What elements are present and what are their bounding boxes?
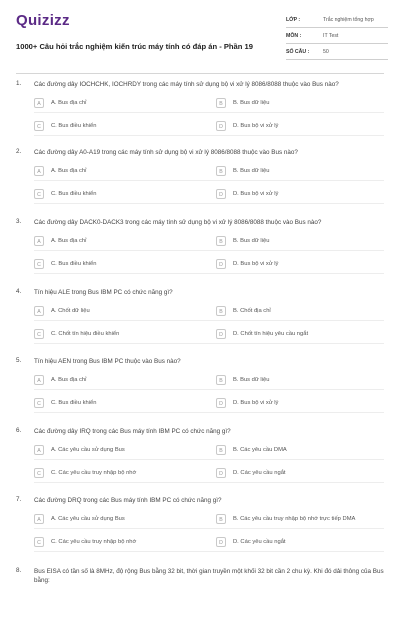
meta-value: IT Test bbox=[323, 33, 339, 39]
question-text: Các đường DRQ trong các Bus máy tính IBM PC có chức năng gì? bbox=[34, 497, 222, 504]
question-text: Bus EISA có tần số là 8MHz, độ rộng Bus bằng 32 bit, thời gian truyền một khối 32 bit cần 2 chu kỳ. Khi đó dải thông của Bus bằng: bbox=[34, 568, 384, 584]
meta-value: Trắc nghiệm tổng hợp bbox=[323, 17, 374, 23]
option-letter-box: C bbox=[34, 329, 44, 339]
answer-option-c[interactable] bbox=[34, 328, 219, 342]
question-text: Các đường dây IRQ trong các Bus máy tính IBM PC có chức năng gì? bbox=[34, 428, 231, 435]
option-letter-box: B bbox=[216, 445, 226, 455]
option-row-divider bbox=[34, 343, 384, 344]
option-letter-box: B bbox=[216, 375, 226, 385]
worksheet-title: 1000+ Câu hỏi trắc nghiệm kiến trúc máy tính có đáp án - Phần 19 bbox=[16, 42, 253, 51]
header-divider bbox=[16, 73, 384, 74]
option-row-divider bbox=[34, 273, 384, 274]
option-text: B. Chốt địa chỉ bbox=[233, 308, 271, 314]
option-text: A. Bus địa chỉ bbox=[51, 238, 87, 244]
question-text: Các đường dây DACK0-DACK3 trong các máy tính sử dụng bộ vi xử lý 8086/8088 thuộc vào Bus nào? bbox=[34, 219, 322, 226]
question-number: 6. bbox=[16, 427, 22, 434]
option-letter-box: D bbox=[216, 259, 226, 269]
answer-option-a[interactable] bbox=[34, 235, 219, 249]
option-letter-box: A bbox=[34, 514, 44, 524]
meta-row-subject bbox=[286, 28, 388, 44]
option-letter-box: D bbox=[216, 468, 226, 478]
option-letter-box: C bbox=[34, 468, 44, 478]
option-text: D. Các yêu cầu ngắt bbox=[233, 470, 286, 476]
option-row-divider bbox=[34, 320, 384, 321]
question-text: Các đường dây IOCHCHK, IOCHRDY trong các máy tính sử dụng bộ vi xử lý 8086/8088 thuộc vào Bus nào? bbox=[34, 81, 339, 88]
option-text: A. Bus địa chỉ bbox=[51, 377, 87, 383]
question-5 bbox=[16, 357, 384, 417]
answer-option-b[interactable] bbox=[216, 165, 400, 179]
option-text: B. Các yêu cầu truy nhập bộ nhớ trực tiếp DMA bbox=[233, 516, 356, 522]
option-row-divider bbox=[34, 250, 384, 251]
option-row-divider bbox=[34, 459, 384, 460]
question-number: 1. bbox=[16, 80, 22, 87]
question-number: 4. bbox=[16, 288, 22, 295]
option-text: B. Bus dữ liệu bbox=[233, 100, 270, 106]
question-number: 8. bbox=[16, 567, 22, 574]
answer-option-d[interactable] bbox=[216, 258, 400, 272]
answer-option-b[interactable] bbox=[216, 305, 400, 319]
quizizz-logo: Quizizz bbox=[16, 12, 70, 29]
answer-option-c[interactable] bbox=[34, 397, 219, 411]
option-text: A. Bus địa chỉ bbox=[51, 168, 87, 174]
option-letter-box: A bbox=[34, 306, 44, 316]
option-letter-box: B bbox=[216, 236, 226, 246]
answer-option-a[interactable] bbox=[34, 513, 219, 527]
option-letter-box: B bbox=[216, 306, 226, 316]
meta-table bbox=[286, 12, 388, 60]
option-text: D. Bus bộ vi xử lý bbox=[233, 123, 279, 129]
option-text: B. Bus dữ liệu bbox=[233, 238, 270, 244]
answer-option-a[interactable] bbox=[34, 374, 219, 388]
option-text: D. Bus bộ vi xử lý bbox=[233, 261, 279, 267]
question-text: Các đường dây A0-A19 trong các máy tính sử dụng bộ vi xử lý 8086/8088 thuộc vào Bus nào? bbox=[34, 149, 298, 156]
answer-option-b[interactable] bbox=[216, 444, 400, 458]
answer-option-a[interactable] bbox=[34, 444, 219, 458]
answer-option-a[interactable] bbox=[34, 165, 219, 179]
option-text: C. Bus điều khiển bbox=[51, 261, 97, 267]
answer-option-d[interactable] bbox=[216, 120, 400, 134]
option-letter-box: C bbox=[34, 189, 44, 199]
meta-key: MÔN : bbox=[286, 33, 302, 39]
answer-option-d[interactable] bbox=[216, 397, 400, 411]
option-text: A. Chốt dữ liệu bbox=[51, 308, 90, 314]
option-letter-box: A bbox=[34, 98, 44, 108]
question-1 bbox=[16, 80, 384, 140]
option-letter-box: D bbox=[216, 121, 226, 131]
option-text: D. Bus bộ vi xử lý bbox=[233, 400, 279, 406]
answer-option-c[interactable] bbox=[34, 120, 219, 134]
meta-key: SỐ CÂU : bbox=[286, 49, 310, 55]
question-4 bbox=[16, 288, 384, 348]
option-letter-box: C bbox=[34, 121, 44, 131]
answer-option-c[interactable] bbox=[34, 258, 219, 272]
question-text: Tín hiệu ALE trong Bus IBM PC có chức năng gì? bbox=[34, 289, 173, 296]
option-row-divider bbox=[34, 112, 384, 113]
option-letter-box: D bbox=[216, 537, 226, 547]
answer-option-a[interactable] bbox=[34, 97, 219, 111]
worksheet-header bbox=[16, 12, 384, 64]
option-letter-box: A bbox=[34, 445, 44, 455]
question-number: 5. bbox=[16, 357, 22, 364]
meta-key: LỚP : bbox=[286, 17, 301, 23]
option-letter-box: D bbox=[216, 398, 226, 408]
answer-option-b[interactable] bbox=[216, 235, 400, 249]
option-text: C. Các yêu cầu truy nhập bộ nhớ bbox=[51, 539, 137, 545]
meta-value: 50 bbox=[323, 49, 329, 55]
answer-option-c[interactable] bbox=[34, 536, 219, 550]
answer-option-d[interactable] bbox=[216, 467, 400, 481]
option-row-divider bbox=[34, 528, 384, 529]
question-7 bbox=[16, 496, 384, 556]
option-text: A. Bus địa chỉ bbox=[51, 100, 87, 106]
option-row-divider bbox=[34, 482, 384, 483]
question-8 bbox=[16, 567, 384, 627]
question-3 bbox=[16, 218, 384, 278]
option-text: D. Chốt tín hiệu yêu cầu ngắt bbox=[233, 331, 309, 337]
option-letter-box: B bbox=[216, 514, 226, 524]
option-letter-box: B bbox=[216, 166, 226, 176]
option-text: A. Các yêu cầu sử dụng Bus bbox=[51, 447, 125, 453]
option-text: C. Các yêu cầu truy nhập bộ nhớ bbox=[51, 470, 137, 476]
question-number: 7. bbox=[16, 496, 22, 503]
option-letter-box: A bbox=[34, 375, 44, 385]
option-row-divider bbox=[34, 412, 384, 413]
answer-option-b[interactable] bbox=[216, 374, 400, 388]
option-text: C. Bus điều khiển bbox=[51, 191, 97, 197]
answer-option-d[interactable] bbox=[216, 328, 400, 342]
option-text: D. Bus bộ vi xử lý bbox=[233, 191, 279, 197]
option-letter-box: D bbox=[216, 189, 226, 199]
option-row-divider bbox=[34, 551, 384, 552]
option-text: B. Bus dữ liệu bbox=[233, 168, 270, 174]
option-letter-box: C bbox=[34, 259, 44, 269]
option-text: D. Các yêu cầu ngắt bbox=[233, 539, 286, 545]
option-text: B. Bus dữ liệu bbox=[233, 377, 270, 383]
answer-option-d[interactable] bbox=[216, 188, 400, 202]
meta-row-count bbox=[286, 44, 388, 60]
question-2 bbox=[16, 148, 384, 208]
question-6 bbox=[16, 427, 384, 487]
option-text: C. Chốt tín hiệu điều khiển bbox=[51, 331, 120, 337]
option-text: C. Bus điều khiển bbox=[51, 123, 97, 129]
option-text: B. Các yêu cầu DMA bbox=[233, 447, 287, 453]
option-letter-box: C bbox=[34, 537, 44, 547]
option-row-divider bbox=[34, 203, 384, 204]
answer-option-b[interactable] bbox=[216, 97, 400, 111]
option-letter-box: C bbox=[34, 398, 44, 408]
option-text: C. Bus điều khiển bbox=[51, 400, 97, 406]
option-letter-box: B bbox=[216, 98, 226, 108]
option-letter-box: D bbox=[216, 329, 226, 339]
option-text: A. Các yêu cầu sử dụng Bus bbox=[51, 516, 125, 522]
option-letter-box: A bbox=[34, 166, 44, 176]
question-number: 2. bbox=[16, 148, 22, 155]
option-row-divider bbox=[34, 389, 384, 390]
question-text: Tín hiệu AEN trong Bus IBM PC thuộc vào Bus nào? bbox=[34, 358, 181, 365]
answer-option-c[interactable] bbox=[34, 467, 219, 481]
question-number: 3. bbox=[16, 218, 22, 225]
option-letter-box: A bbox=[34, 236, 44, 246]
answer-option-d[interactable] bbox=[216, 536, 400, 550]
option-row-divider bbox=[34, 135, 384, 136]
answer-option-c[interactable] bbox=[34, 188, 219, 202]
answer-option-a[interactable] bbox=[34, 305, 219, 319]
option-row-divider bbox=[34, 180, 384, 181]
answer-option-b[interactable] bbox=[216, 513, 400, 527]
meta-row-class bbox=[286, 12, 388, 28]
